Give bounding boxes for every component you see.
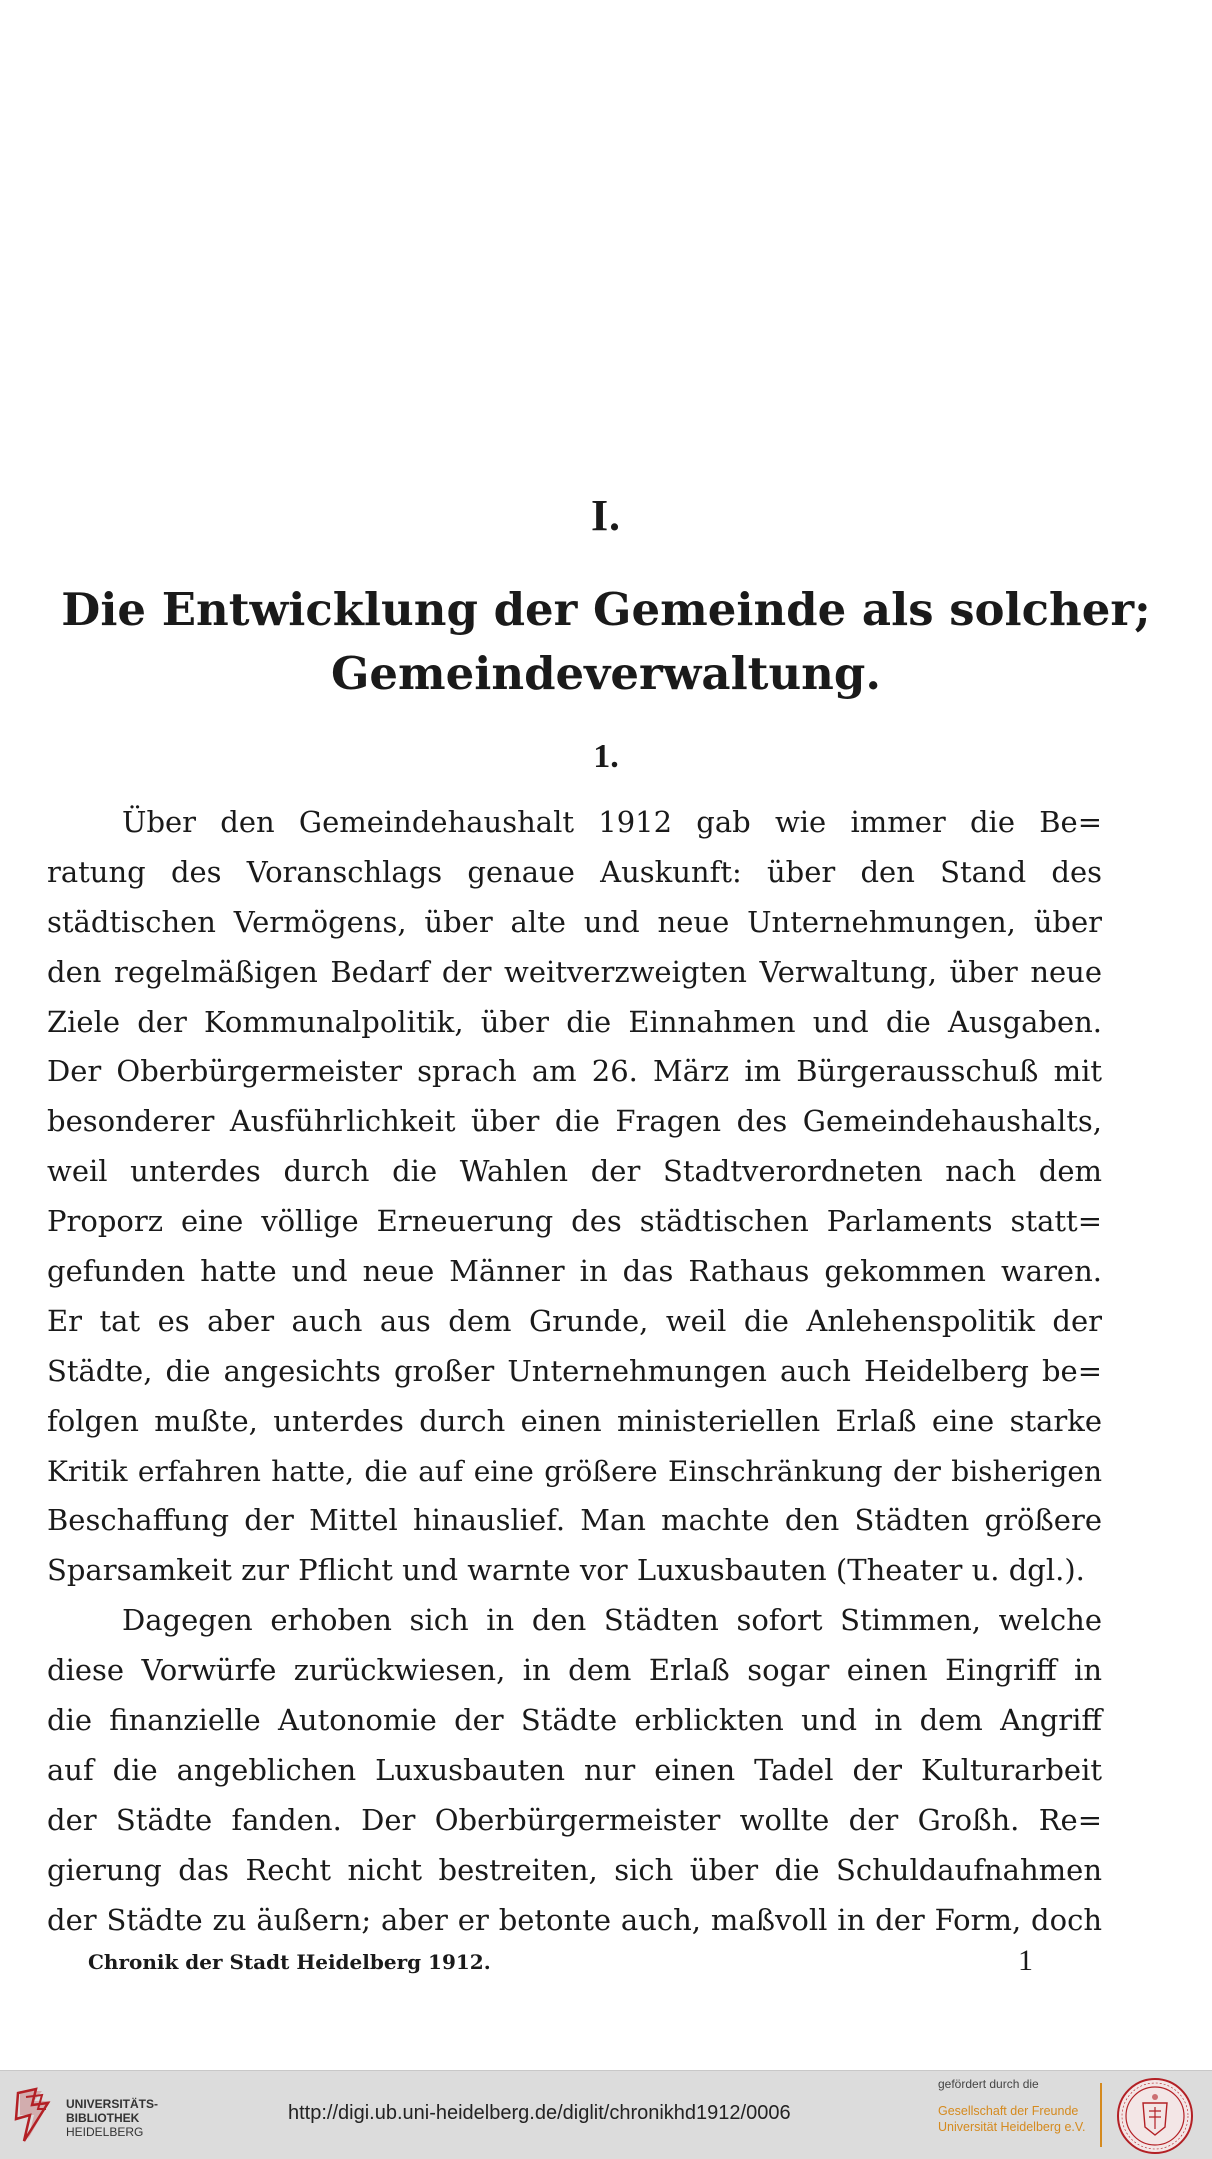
logo-text-line: BIBLIOTHEK [66,2111,140,2125]
ub-heidelberg-logo-icon[interactable] [12,2085,58,2145]
chapter-title-line: Gemeindeverwaltung. [330,647,882,700]
text-line: auf die angeblichen Luxusbauten nur einen Tadel der Kulturarbeit [47,1752,1102,1787]
text-line: Beschaffung der Mittel hinauslief. Man machte den Städten größere [47,1503,1102,1538]
chapter-title-line: Die Entwicklung der Gemeinde als solcher; [61,583,1151,636]
text-line: Über den Gemeindehaushalt 1912 gab wie immer die Be= [122,805,1102,839]
text-line: diese Vorwürfe zurückwiesen, in dem Erlaß sogar einen Eingriff in [47,1653,1102,1688]
text-line: die finanzielle Autonomie der Städte erblickten und in dem Angriff [47,1703,1102,1738]
logo-text-line: UNIVERSITÄTS- [66,2097,159,2111]
text-line: den regelmäßigen Bedarf der weitverzweigten Verwaltung, über neue [47,954,1102,989]
logo-text-line: HEIDELBERG [66,2125,144,2139]
text-line: Der Oberbürgermeister sprach am 26. März im Bürgerausschuß mit [47,1054,1102,1089]
text-line: gierung das Recht nicht bestreiten, sich über die Schuldaufnahmen [47,1852,1102,1887]
sponsor-label: gefördert durch die [938,2077,1039,2091]
sponsor-org-line: Universität Heidelberg e.V. [938,2120,1086,2134]
text-line: städtischen Vermögens, über alte und neue Unternehmungen, über [47,904,1102,939]
university-seal-icon[interactable] [1116,2077,1194,2155]
text-line: folgen mußte, unterdes durch einen ministeriellen Erlaß eine starke [47,1403,1102,1438]
divider [1100,2083,1102,2147]
text-line: der Städte zu äußern; aber er betonte auch, maßvoll in der Form, doch [47,1902,1102,1937]
permalink-url[interactable]: http://digi.ub.uni-heidelberg.de/diglit/chronikhd1912/0006 [288,2102,791,2124]
sponsor-org-line: Gesellschaft der Freunde [938,2104,1079,2118]
running-footer: Chronik der Stadt Heidelberg 1912. [88,1950,491,1974]
body-text [47,798,1102,1945]
ub-heidelberg-label[interactable] [66,2097,176,2139]
text-line: der Städte fanden. Der Oberbürgermeister wollte der Großh. Re= [47,1802,1102,1837]
text-line: Städte, die angesichts großer Unternehmungen auch Heidelberg be= [47,1353,1102,1388]
page-number: 1 [1018,1944,1033,1977]
text-line: weil unterdes durch die Wahlen der Stadtverordneten nach dem [47,1154,1102,1189]
section-number: 1. [593,738,619,775]
chapter-title [60,578,1152,706]
sponsor-block[interactable] [938,2077,1098,2135]
viewer-bottom-bar [0,2070,1212,2159]
text-line: Er tat es aber auch aus dem Grunde, weil die Anlehenspolitik der [47,1303,1102,1338]
text-line: ratung des Voranschlags genaue Auskunft: über den Stand des [47,854,1102,889]
text-line: Kritik erfahren hatte, die auf eine größere Einschränkung der bisherigen [47,1454,1102,1488]
text-line: besonderer Ausführlichkeit über die Fragen des Gemeindehaushalts, [47,1104,1102,1139]
text-line: Proporz eine völlige Erneuerung des städtischen Parlaments statt= [47,1204,1102,1239]
text-line: gefunden hatte und neue Männer in das Rathaus gekommen waren. [47,1254,1102,1289]
text-line: Sparsamkeit zur Pflicht und warnte vor Luxusbauten (Theater u. dgl.). [47,1553,1085,1588]
text-line: Dagegen erhoben sich in den Städten sofort Stimmen, welche [122,1603,1102,1638]
text-line: Ziele der Kommunalpolitik, über die Einnahmen und die Ausgaben. [47,1004,1102,1039]
chapter-number: I. [590,491,622,540]
